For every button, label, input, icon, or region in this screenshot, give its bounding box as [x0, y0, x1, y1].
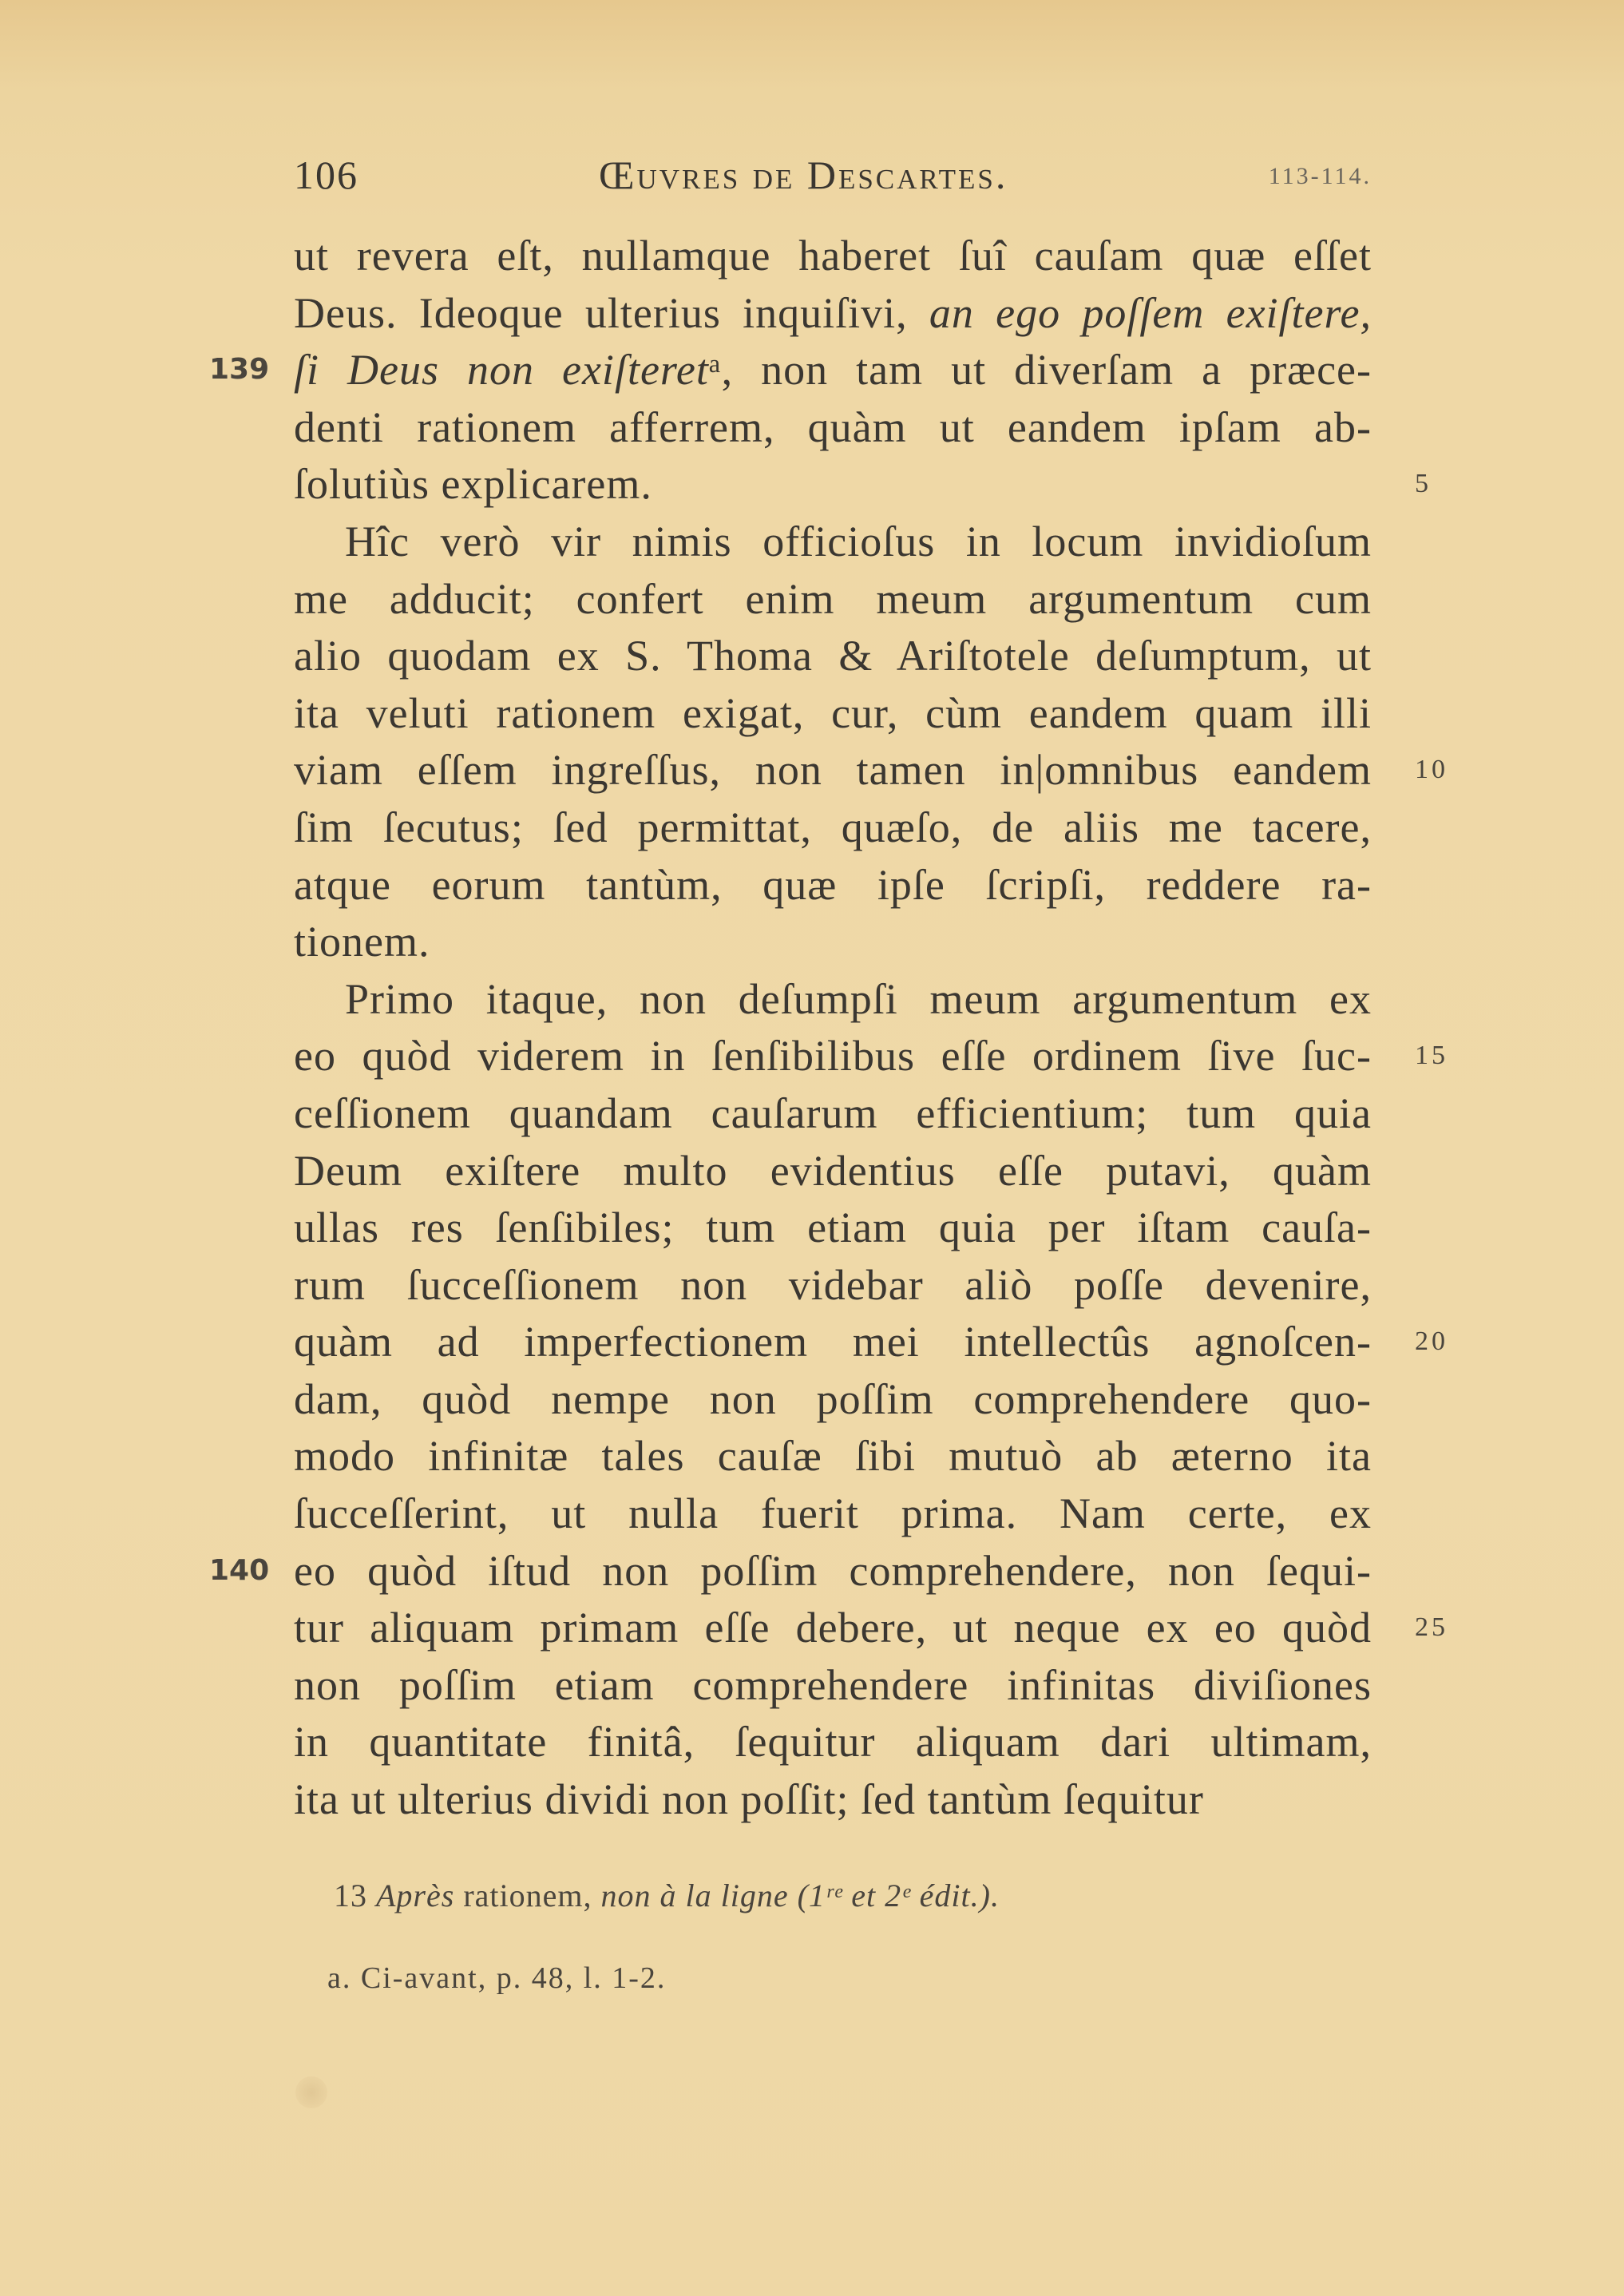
text-line [294, 1428, 1372, 1485]
line-number: 10 [1415, 755, 1448, 785]
text-segment: ita ut ulterius dividi non poſſit; ſed tantùm ſequitur [294, 1775, 1204, 1824]
page-reference: 113-114. [1268, 163, 1372, 189]
text-segment: dam, quòd nempe non poſſim comprehendere quo- [294, 1374, 1372, 1423]
text-segment: modo infinitæ tales cauſæ ſibi mutuò ab æterno ita [294, 1432, 1372, 1481]
text-line [294, 1771, 1372, 1829]
text-segment: Primo itaque, non deſumpſi meum argumentum ex [345, 974, 1372, 1023]
text-line [294, 1257, 1372, 1315]
footnote-text: rationem, [463, 1878, 592, 1913]
footnote-variant [334, 1877, 1000, 1914]
text-segment: in quantitate finitâ, ſequitur aliquam dari ultimam, [294, 1718, 1372, 1767]
line-number: 20 [1415, 1326, 1448, 1357]
text-segment: , non tam ut diverſam a præce- [721, 346, 1372, 395]
text-line [294, 1543, 1372, 1600]
text-line [294, 571, 1372, 629]
paper-stain [295, 2076, 327, 2108]
text-line [294, 514, 1372, 571]
footnote-text-italic: non à la ligne [600, 1878, 789, 1913]
text-segment: Deus. Ideoque ulterius inquiſivi, [294, 288, 929, 337]
text-line [294, 1371, 1372, 1429]
original-page-number: 139 [209, 353, 270, 387]
text-line [294, 799, 1372, 857]
text-line [294, 857, 1372, 914]
main-text [294, 228, 1372, 1829]
text-segment: ſolutiùs explicarem. [294, 460, 652, 509]
text-line [294, 1600, 1372, 1657]
text-segment: eo quòd iſtud non poſſim comprehendere, non ſequi- [294, 1546, 1372, 1595]
text-segment: alio quodam ex S. Thoma & Ariſtotele deſumptum, ut [294, 632, 1372, 680]
text-segment: tionem. [294, 918, 430, 966]
text-segment: ceſſionem quandam cauſarum efficientium; tum quia [294, 1089, 1372, 1137]
text-segment: non poſſim etiam comprehendere infinitas diviſiones [294, 1660, 1372, 1709]
running-header [294, 152, 1372, 208]
text-segment: eo quòd viderem in ſenſibilibus eſſe ordinem ſive ſuc- [294, 1032, 1372, 1081]
text-line [294, 456, 1372, 514]
text-line [294, 228, 1372, 285]
text-segment: Deum exiſtere multo evidentius eſſe putavi, quàm [294, 1146, 1372, 1195]
text-segment: Hîc verò vir nimis officioſus in locum invidioſum [345, 517, 1372, 565]
text-line [294, 628, 1372, 685]
footnote-text-italic: Après [376, 1878, 455, 1913]
text-line [294, 685, 1372, 743]
text-line [294, 1085, 1372, 1143]
line-number: 15 [1415, 1041, 1448, 1071]
text-segment: tur aliquam primam eſſe debere, ut neque ex eo quòd [294, 1604, 1372, 1652]
text-line [294, 1143, 1372, 1200]
text-segment: atque eorum tantùm, quæ ipſe ſcripſi, reddere ra- [294, 860, 1372, 909]
original-page-number: 140 [209, 1553, 270, 1587]
text-segment: denti rationem afferrem, quàm ut eandem ipſam ab- [294, 402, 1372, 451]
text-segment: viam eſſem ingreſſus, non tamen in|omnibus eandem [294, 746, 1372, 795]
text-line [294, 1200, 1372, 1257]
text-segment: ſucceſſerint, ut nulla fuerit prima. Nam certe, ex [294, 1489, 1372, 1538]
text-line [294, 1485, 1372, 1543]
page-number: 106 [294, 153, 358, 197]
text-line [294, 914, 1372, 971]
footnote-text-italic: (1ʳᵉ et 2ᵉ édit.). [797, 1878, 1000, 1913]
text-line [294, 1028, 1372, 1085]
text-line [294, 971, 1372, 1029]
text-segment: ut revera eſt, nullamque haberet ſuî cauſam quæ eſſet [294, 232, 1372, 280]
text-segment: ᵃ [708, 346, 722, 395]
text-segment-italic: ſi Deus non exiſteret [294, 346, 709, 395]
text-line [294, 342, 1372, 399]
text-line [294, 742, 1372, 799]
text-segment: quàm ad imperfectionem mei intellectûs agnoſcen- [294, 1318, 1372, 1366]
text-line [294, 285, 1372, 343]
text-line [294, 399, 1372, 457]
text-segment-italic: an ego poſſem exiſtere, [929, 288, 1372, 337]
text-line [294, 1714, 1372, 1771]
line-number: 5 [1415, 469, 1432, 499]
text-segment: ſim ſecutus; ſed permittat, quæſo, de aliis me tacere, [294, 803, 1372, 851]
footnote-reference: a. Ci-avant, p. 48, l. 1-2. [327, 1961, 667, 1995]
text-segment: rum ſucceſſionem non videbar aliò poſſe devenire, [294, 1260, 1372, 1309]
text-line [294, 1314, 1372, 1371]
text-segment: ullas res ſenſibiles; tum etiam quia per iſtam cauſa- [294, 1204, 1372, 1252]
text-segment: ita veluti rationem exigat, cur, cùm eandem quam illi [294, 688, 1372, 737]
footnote-line-number: 13 [334, 1878, 367, 1913]
text-segment: me adducit; confert enim meum argumentum cum [294, 574, 1372, 623]
text-line [294, 1657, 1372, 1715]
line-number: 25 [1415, 1612, 1448, 1643]
running-title: Œuvres de Descartes. [599, 153, 1008, 197]
